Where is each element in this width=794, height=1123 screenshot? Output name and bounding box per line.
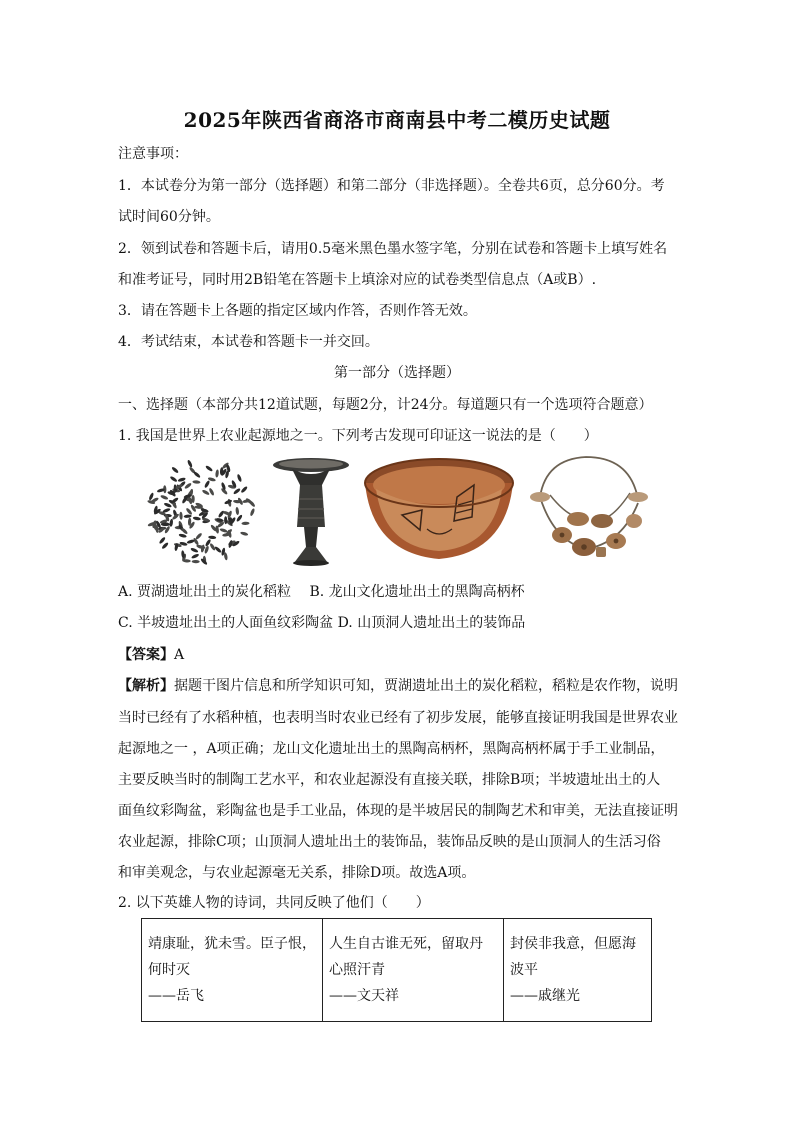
notice-line: 和准考证号，同时用2B铅笔在答题卡上填涂对应的试卷类型信息点（A或B）. (118, 272, 597, 288)
analysis-line: 主要反映当时的制陶工艺水平，和农业起源没有直接关联，排除B项；半坡遗址出土的人 (118, 772, 661, 788)
poem-line: 靖康耻，犹未雪。臣子恨， (148, 936, 316, 952)
answer-value: A (174, 647, 185, 663)
answer-label: 【答案】 (118, 647, 174, 663)
table-row (142, 919, 652, 1022)
poems-table (141, 918, 652, 1022)
analysis-line: 据题干图片信息和所学知识可知，贾湖遗址出土的炭化稻粒，稻粒是农作物，说明 (174, 678, 678, 694)
notice-line: 试时间60分钟。 (118, 209, 220, 225)
analysis-line: 和审美观念，与农业起源毫无关系，排除D项。故选A项。 (118, 865, 476, 881)
poem-line: 封侯非我意，但愿海波平 (510, 936, 636, 978)
analysis-line: 起源地之一 ，A项正确；龙山文化遗址出土的黑陶高柄杯，黑陶高柄杯属于手工业制品， (118, 741, 665, 757)
poem-line: 心照汗青 (329, 962, 385, 978)
question-1-answer (118, 645, 678, 665)
part-heading: 第一部分（选择题） (334, 365, 460, 381)
page-title: 2025年陕西省商洛市商南县中考二模历史试题 (183, 108, 611, 132)
analysis-label: 【解析】 (118, 678, 174, 694)
painted-pottery-basin-image (362, 455, 516, 567)
notice-line: 4．考试结束，本试卷和答题卡一并交回。 (118, 334, 379, 350)
question-2-stem: 2. 以下英雄人物的诗词，共同反映了他们（ ） (118, 895, 430, 911)
question-1-stem: 1. 我国是世界上农业起源地之一。下列考古发现可印证这一说法的是（ ） (118, 428, 598, 444)
analysis-line: 当时已经有了水稻种植，也表明当时农业已经有了初步发展，能够直接证明我国是世界农业 (118, 710, 678, 726)
question-1-analysis (118, 676, 678, 696)
notice-heading: 注意事项： (118, 146, 188, 162)
notice-line: 2．领到试卷和答题卡后，请用0.5毫米黑色墨水签字笔，分别在试卷和答题卡上填写姓名 (118, 241, 668, 257)
notice-line: 1．本试卷分为第一部分（选择题）和第二部分（非选择题）。全卷共6页，总分60分。考 (118, 178, 665, 194)
carbonized-rice-grains-image (140, 455, 262, 567)
bead-necklace-ornament-image (526, 455, 654, 567)
poem-author: ——岳飞 (148, 988, 204, 1004)
poem-cell-qi-jiguang (504, 919, 652, 1022)
question-1-options-cd: C. 半坡遗址出土的人面鱼纹彩陶盆 D. 山顶洞人遗址出土的装饰品 (118, 615, 526, 631)
poem-line: 何时灭 (148, 962, 190, 978)
poem-line: 人生自古谁无死，留取丹 (329, 936, 483, 952)
poem-cell-wen-tianxiang (323, 919, 504, 1022)
section-heading: 一、选择题（本部分共12道试题，每题2分，计24分。每道题只有一个选项符合题意） (118, 397, 653, 413)
poem-author: ——戚继光 (510, 988, 580, 1004)
black-pottery-stem-cup-image (270, 455, 352, 569)
analysis-line: 农业起源，排除C项；山顶洞人遗址出土的装饰品，装饰品反映的是山顶洞人的生活习俗 (118, 834, 661, 850)
notice-line: 3．请在答题卡上各题的指定区域内作答，否则作答无效。 (118, 303, 477, 319)
poem-cell-yue-fei (142, 919, 323, 1022)
poem-author: ——文天祥 (329, 988, 399, 1004)
question-1-options-ab: A. 贾湖遗址出土的炭化稻粒 B. 龙山文化遗址出土的黑陶高柄杯 (118, 584, 525, 600)
analysis-line: 面鱼纹彩陶盆，彩陶盆也是手工业品，体现的是半坡居民的制陶艺术和审美，无法直接证明 (118, 803, 678, 819)
